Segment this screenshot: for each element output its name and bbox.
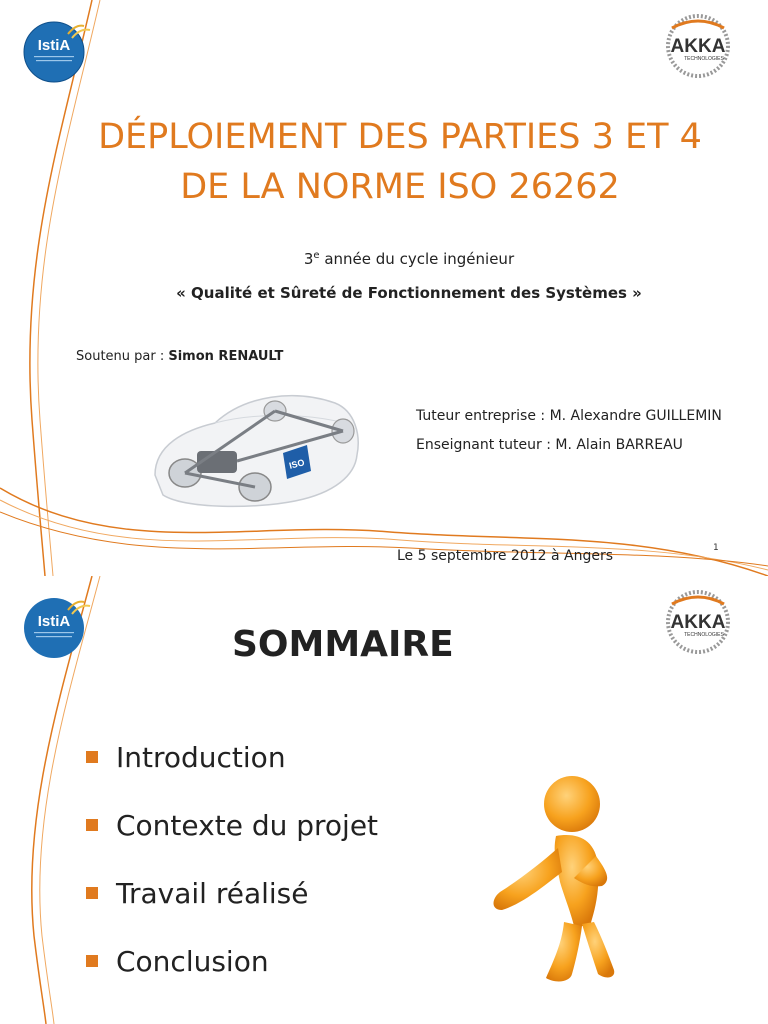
agenda-list [86, 738, 378, 1010]
slide-2 [0, 576, 768, 1024]
title-line-1: DÉPLOIEMENT DES PARTIES 3 ET 4 [98, 117, 702, 157]
cycle-text: année du cycle ingénieur [319, 250, 515, 268]
company-tutor: Tuteur entreprise : M. Alexandre GUILLEMIN [416, 408, 722, 424]
agenda-item-label: Conclusion [116, 945, 269, 978]
agenda-item-label: Contexte du projet [116, 809, 379, 842]
akka-logo [652, 10, 748, 82]
program-title: « Qualité et Sûreté de Fonctionnement des Systèmes » [176, 284, 642, 302]
svg-text:IstiA: IstiA [37, 37, 71, 54]
agenda-item-conclusion [86, 942, 378, 1010]
presenter [76, 349, 283, 364]
agenda-item-context [86, 806, 378, 874]
svg-text:ISO: ISO [288, 457, 306, 471]
akka-logo [652, 586, 748, 658]
presenter-name: Simon RENAULT [168, 349, 284, 364]
title-line-2: DE LA NORME ISO 26262 [180, 167, 620, 207]
square-bullet-icon [86, 819, 98, 831]
agenda-item-work [86, 874, 378, 942]
square-bullet-icon [86, 887, 98, 899]
svg-text:AKKA: AKKA [670, 36, 726, 57]
presenter-figure-icon [486, 774, 616, 986]
square-bullet-icon [86, 751, 98, 763]
cycle-year-suffix: e [313, 250, 320, 261]
page-number: 1 [713, 543, 719, 553]
cycle-year: 3 [303, 250, 314, 268]
page-title [40, 112, 760, 212]
academic-tutor: Enseignant tuteur : M. Alain BARREAU [416, 437, 683, 453]
car-chassis-illustration [145, 375, 365, 520]
agenda-item-introduction [86, 738, 378, 806]
presentation-date: Le 5 septembre 2012 à Angers [397, 548, 614, 564]
signal-arcs-decoration [64, 592, 94, 618]
svg-text:TECHNOLOGIES: TECHNOLOGIES [684, 632, 724, 638]
presenter-label: Soutenu par : [76, 349, 169, 364]
svg-text:TECHNOLOGIES: TECHNOLOGIES [684, 56, 724, 62]
svg-text:AKKA: AKKA [670, 612, 726, 633]
summary-title: SOMMAIRE [232, 624, 454, 665]
cycle-subtitle [0, 250, 768, 268]
agenda-item-label: Travail réalisé [116, 877, 309, 910]
agenda-item-label: Introduction [116, 741, 286, 774]
square-bullet-icon [86, 955, 98, 967]
svg-text:IstiA: IstiA [37, 613, 71, 630]
signal-arcs-decoration [64, 16, 94, 42]
